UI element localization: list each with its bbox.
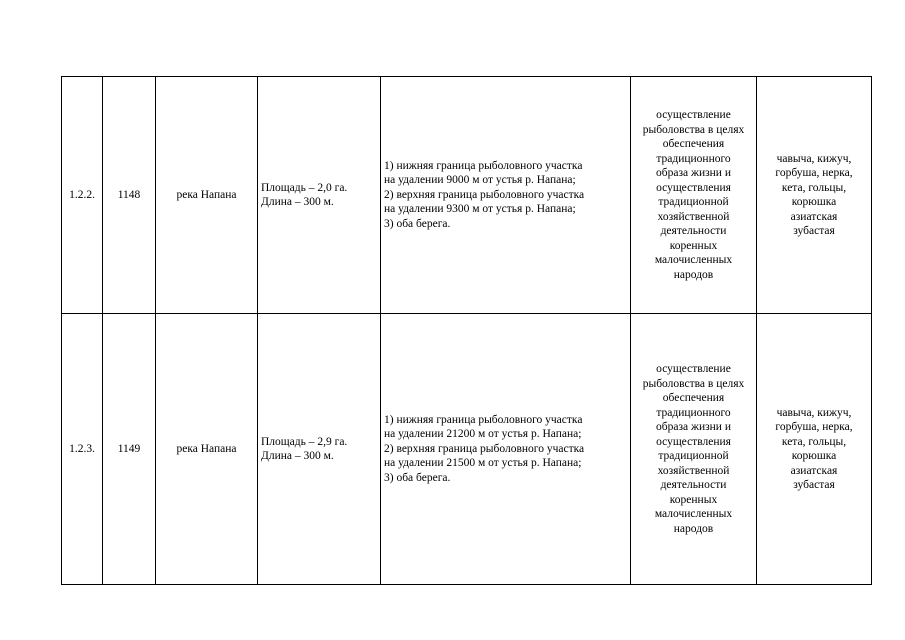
purpose-line: образа жизни и [656,167,731,179]
boundary-line: на удалении 21500 м от устья р. Напана; [384,457,582,470]
purpose-line: обеспечения [662,138,725,150]
boundary-line: 2) верхняя граница рыболовного участка [384,442,585,455]
area-size-line: Площадь – 2,9 га. [261,435,348,448]
species-line: кета, гольцы, [781,435,847,448]
area-id: 1149 [103,314,156,585]
species-line: горбуша, нерка, [775,421,853,433]
purpose-line: коренных [669,493,718,506]
species-line: азиатская [790,210,838,223]
purpose-line: хозяйственной [657,210,730,223]
row-number: 1.2.3. [62,314,103,585]
purpose-line: малочисленных [654,508,733,520]
purpose-line: осуществление [656,109,731,121]
species-line: зубастая [793,479,835,491]
boundary-line: 1) нижняя граница рыболовного участка [384,159,583,172]
purpose-line: осуществление [656,363,731,375]
species-line: азиатская [790,464,838,477]
purpose-line: малочисленных [654,254,733,266]
purpose-line: традиционного [656,406,731,419]
fishing-purpose [631,314,757,585]
area-size [258,314,381,585]
purpose-line: коренных [669,239,718,252]
purpose-line: обеспечения [662,392,725,404]
table-row [62,77,872,314]
purpose-line: рыболовства в целях [642,377,745,390]
fishing-purpose [631,77,757,314]
purpose-line: народов [673,268,714,281]
boundary-line: 3) оба берега. [384,217,451,230]
area-id: 1148 [103,77,156,314]
boundary-line: на удалении 9000 м от устья р. Напана; [384,174,576,187]
purpose-line: рыболовства в целях [642,123,745,136]
species-line: корюшка [791,450,837,462]
purpose-line: деятельности [660,225,727,237]
purpose-line: традиционной [658,450,729,462]
boundary-line: на удалении 21200 м от устья р. Напана; [384,428,582,441]
water-body-name: река Напана [156,77,258,314]
purpose-line: традиционного [656,152,731,165]
fish-species [757,314,872,585]
purpose-line: традиционной [658,196,729,208]
table-row [62,314,872,585]
boundary-line: 1) нижняя граница рыболовного участка [384,413,583,426]
area-boundaries [381,77,631,314]
row-number: 1.2.2. [62,77,103,314]
purpose-line: осуществления [656,435,731,448]
species-line: корюшка [791,196,837,208]
species-line: зубастая [793,225,835,237]
purpose-line: деятельности [660,479,727,491]
area-size-line: Площадь – 2,0 га. [261,181,348,194]
fish-species [757,77,872,314]
boundary-line: 3) оба берега. [384,471,451,484]
area-size [258,77,381,314]
species-line: горбуша, нерка, [775,167,853,179]
species-line: кета, гольцы, [781,181,847,194]
purpose-line: народов [673,522,714,535]
species-line: чавыча, кижуч, [776,406,852,419]
fishing-areas-table [61,76,872,585]
species-line: чавыча, кижуч, [776,152,852,165]
water-body-name: река Напана [156,314,258,585]
purpose-line: осуществления [656,181,731,194]
boundary-line: на удалении 9300 м от устья р. Напана; [384,203,576,216]
area-boundaries [381,314,631,585]
length-line: Длина – 300 м. [261,450,334,462]
purpose-line: хозяйственной [657,464,730,477]
purpose-line: образа жизни и [656,421,731,433]
length-line: Длина – 300 м. [261,196,334,208]
boundary-line: 2) верхняя граница рыболовного участка [384,188,585,201]
